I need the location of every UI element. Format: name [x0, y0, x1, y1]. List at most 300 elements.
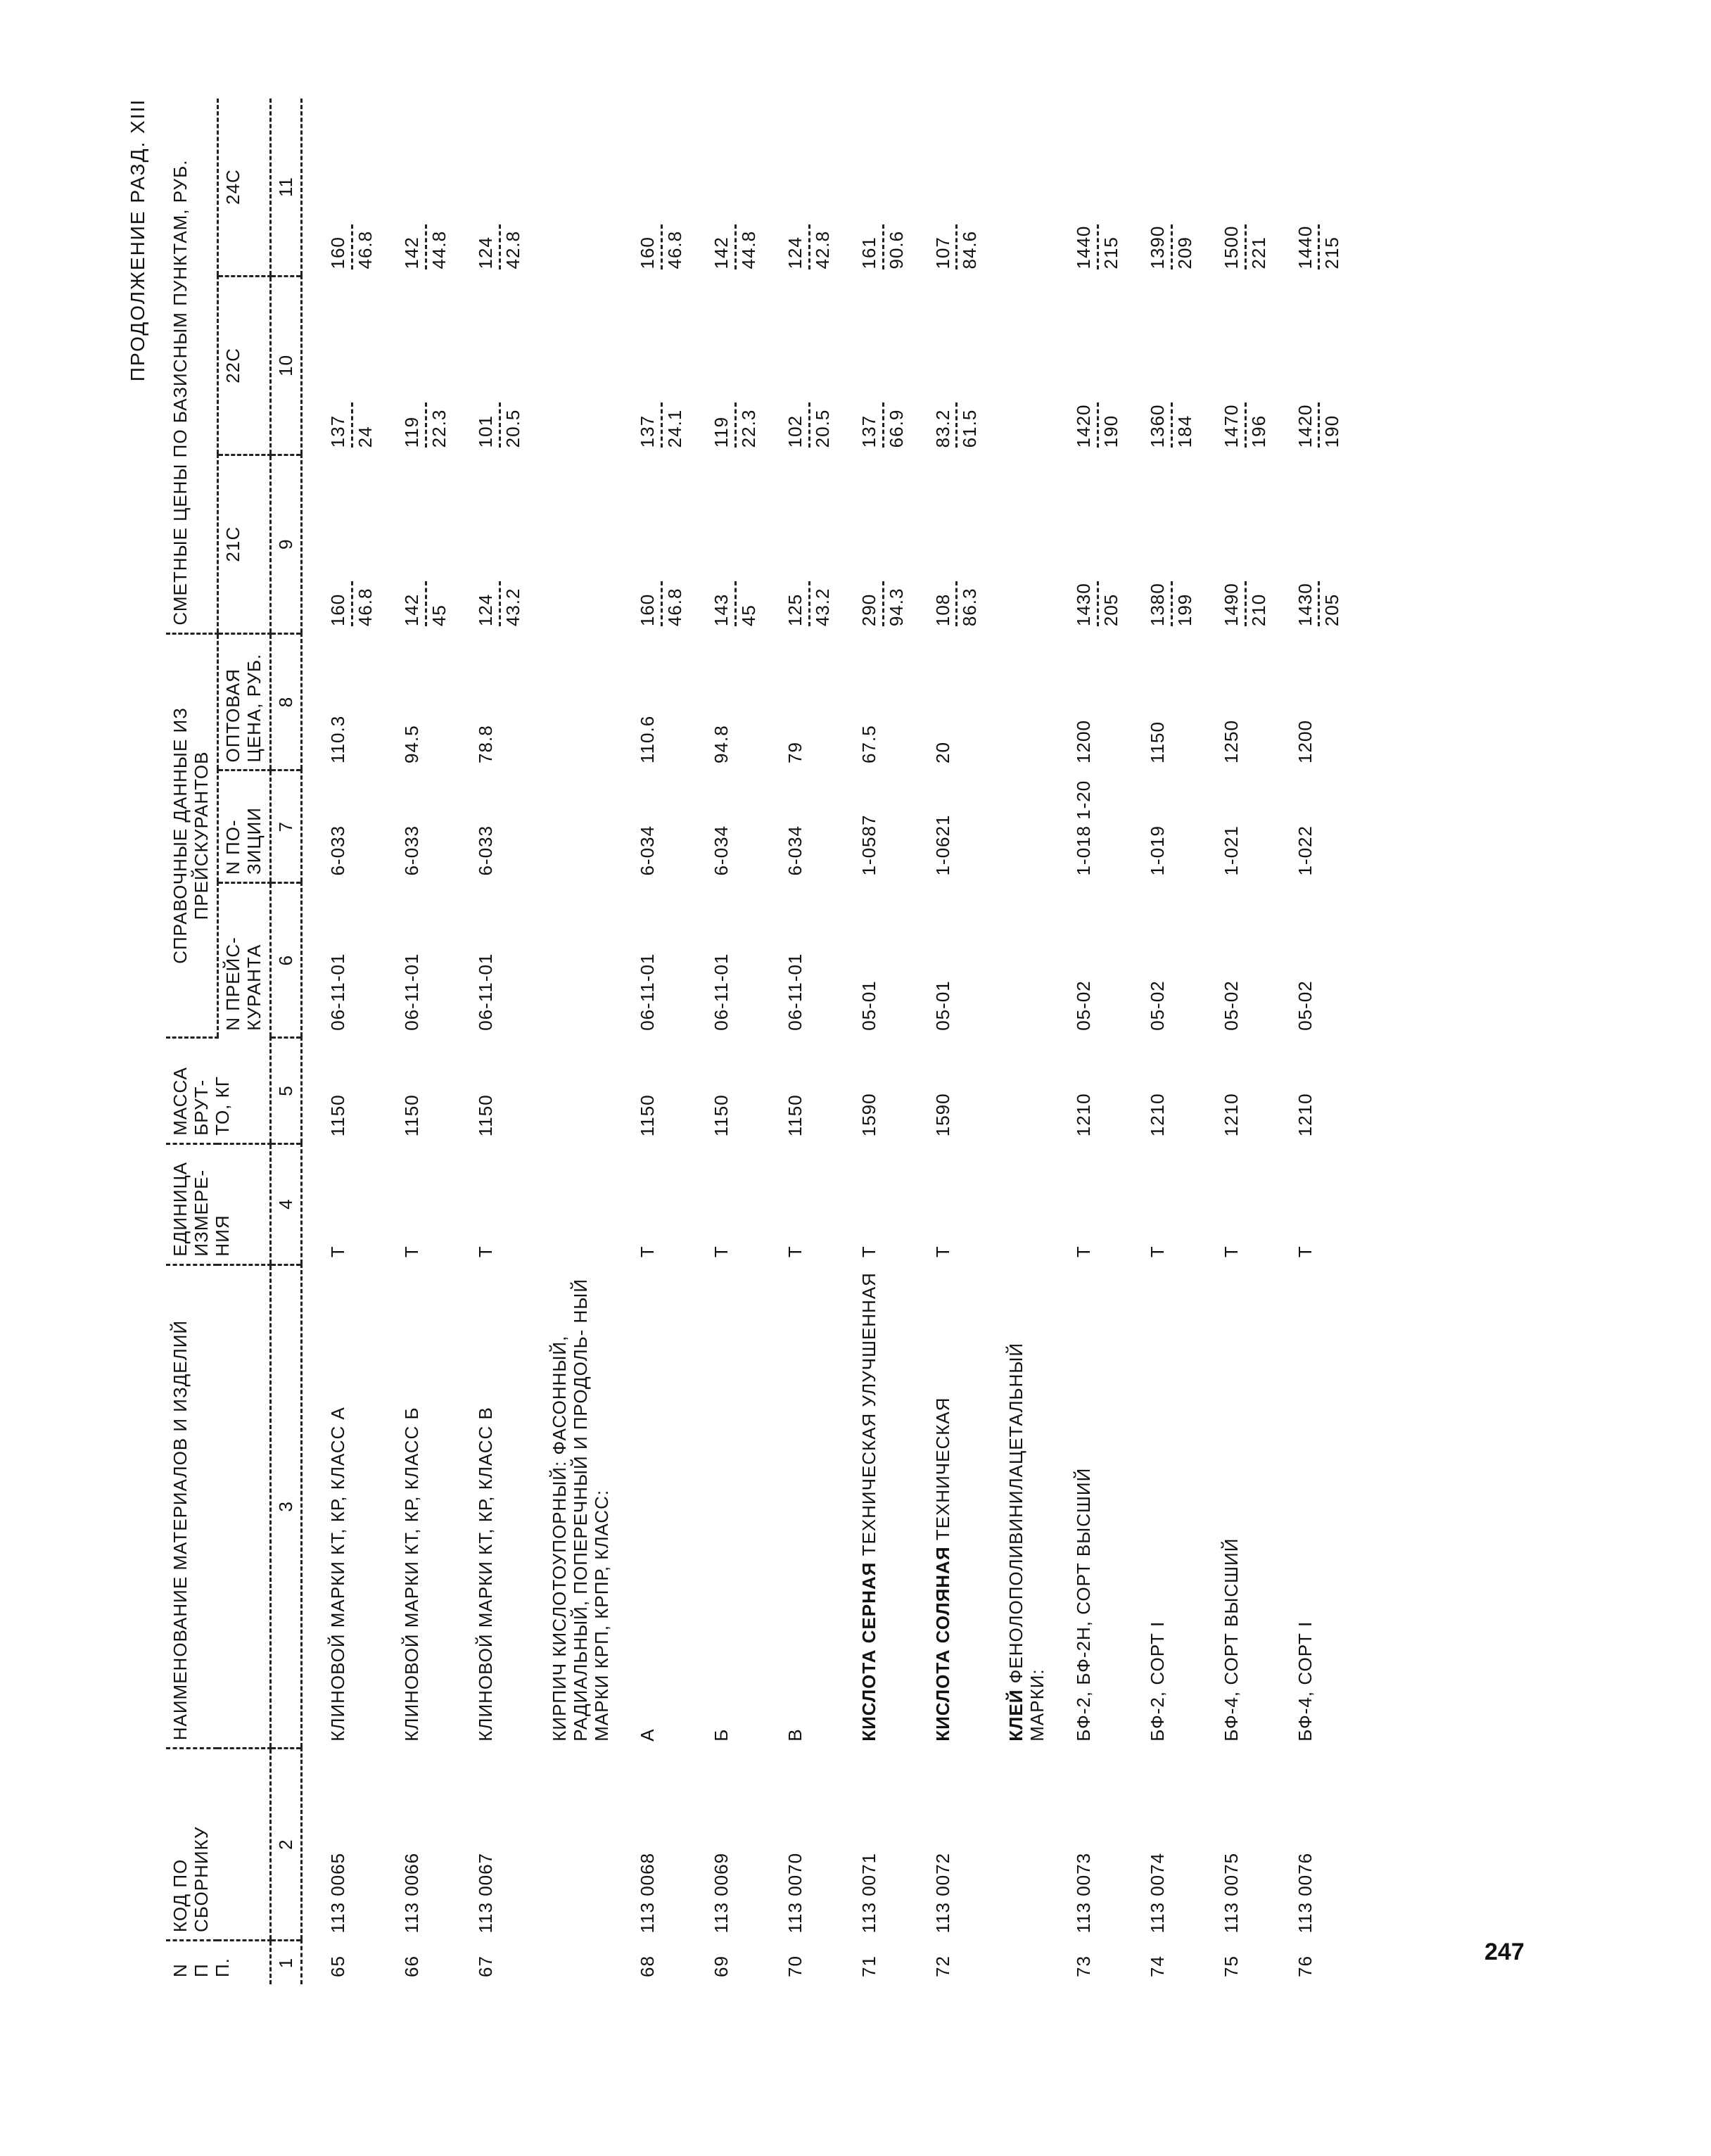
price-main: 124: [475, 236, 497, 270]
price-pair: [402, 581, 450, 626]
price-24c: [637, 99, 686, 277]
col-group-reference: СПРАВОЧНЫЕ ДАННЫЕ ИЗ ПРЕЙСКУРАНТОВ: [166, 633, 217, 1038]
fraction-divider: [882, 581, 884, 626]
item-code: 113 0073: [1073, 1852, 1095, 1934]
row-spacer: [612, 99, 637, 1984]
price-pair: [785, 581, 834, 626]
position: 6-033: [327, 825, 349, 876]
wholesale-price: 94.8: [711, 725, 732, 763]
price-secondary: 205: [1321, 593, 1343, 627]
fraction-divider: [1245, 224, 1247, 270]
price-22c: [1221, 277, 1270, 455]
pricelist: 05-02: [1220, 980, 1242, 1031]
row-number: 67: [475, 1955, 497, 1977]
spacer-cell: [1270, 99, 1295, 1984]
mass: 1150: [401, 1094, 423, 1137]
price-secondary: 221: [1247, 236, 1269, 270]
item-name: [933, 1264, 981, 1749]
price-secondary: 45: [738, 604, 760, 627]
price-pair: [933, 402, 981, 448]
item-code: 113 0074: [1146, 1852, 1168, 1934]
price-secondary: 86.3: [959, 588, 981, 627]
price-pair: [1147, 581, 1196, 626]
item-name: [1295, 1264, 1344, 1749]
wholesale-price: 20: [931, 742, 953, 763]
price-pair: [785, 224, 834, 270]
price-secondary: 190: [1321, 414, 1343, 448]
unit: Т: [401, 1245, 423, 1258]
fraction-divider: [351, 581, 353, 626]
fraction-divider: [734, 402, 737, 448]
spacer-cell: [524, 99, 549, 1984]
price-secondary: 24.1: [664, 409, 686, 448]
row-spacer: [834, 99, 859, 1984]
price-pair: [1221, 224, 1270, 270]
price-21c: [637, 455, 686, 633]
fraction-divider: [351, 402, 353, 448]
empty-cell: [549, 1749, 613, 1941]
fraction-divider: [1097, 402, 1099, 448]
fraction-divider: [955, 581, 958, 626]
item-name-text: БФ-4, СОРТ ВЫСШИЙ: [1220, 1537, 1242, 1742]
fraction-divider: [1318, 581, 1320, 626]
price-22c: [402, 277, 450, 455]
item-name-text: БФ-2, БФ-2Н, СОРТ ВЫСШИЙ: [1073, 1467, 1095, 1742]
mass: 1590: [931, 1093, 953, 1137]
position: 6-033: [401, 825, 423, 876]
spacer-cell: [612, 99, 637, 1984]
position: 1-0621: [931, 814, 953, 876]
table-row: [1074, 99, 1122, 1984]
mass: 1210: [1146, 1093, 1168, 1137]
pricelist: 05-02: [1294, 980, 1316, 1031]
unit: Т: [637, 1245, 659, 1258]
column-number: 1: [270, 1940, 302, 1984]
price-21c: [1221, 455, 1270, 633]
item-name-text: КЛИНОВОЙ МАРКИ КТ, КР, КЛАСС Б: [401, 1407, 423, 1742]
price-secondary: 43.2: [502, 588, 523, 627]
fraction-divider: [661, 581, 663, 626]
fraction-divider: [425, 581, 427, 626]
heading-text: КИРПИЧ КИСЛОТОУПОРНЫЙ: ФАСОННЫЙ, РАДИАЛЬНЫЙ, ПОПЕРЕЧНЫЙ И ПРОДОЛЬ- НЫЙ МАРКИ КРП, КРПР, КЛАСС:: [548, 1278, 612, 1742]
price-pair: [859, 224, 908, 270]
price-main: 137: [858, 414, 879, 448]
price-secondary: 46.8: [355, 588, 376, 627]
price-pair: [711, 402, 760, 448]
price-pair: [859, 402, 908, 448]
fraction-divider: [808, 402, 810, 448]
item-code: 113 0072: [931, 1852, 953, 1934]
price-pair: [1295, 402, 1344, 448]
row-number: 76: [1294, 1955, 1316, 1977]
col-header-n: N П П.: [170, 1958, 233, 1977]
empty-cell: [549, 99, 613, 277]
price-secondary: 22.3: [428, 409, 450, 448]
col-header-22c: 22С: [217, 277, 270, 455]
row-number: 65: [327, 1955, 349, 1977]
empty-cell: [549, 1143, 613, 1264]
empty-cell: [549, 771, 613, 883]
item-name-bold: КИСЛОТА СЕРНАЯ: [858, 1561, 879, 1742]
price-pair: [1221, 402, 1270, 448]
price-24c: [785, 99, 834, 277]
empty-cell: [549, 277, 613, 455]
price-main: 1440: [1294, 225, 1316, 270]
price-21c: [711, 455, 760, 633]
price-pair: [1147, 402, 1196, 448]
price-22c: [859, 277, 908, 455]
fraction-divider: [1245, 402, 1247, 448]
mass: 1210: [1294, 1093, 1316, 1137]
price-main: 137: [637, 414, 659, 448]
price-22c: [1074, 277, 1122, 455]
section-header: ПРОДОЛЖЕНИЕ РАЗД. XIII: [127, 99, 148, 382]
heading-bold: КЛЕЙ: [1005, 1689, 1027, 1742]
wholesale-price: 110.6: [637, 715, 659, 763]
price-main: 119: [401, 416, 423, 448]
item-name: [1221, 1264, 1270, 1749]
price-22c: [1147, 277, 1196, 455]
price-21c: [859, 455, 908, 633]
row-spacer: [1270, 99, 1295, 1984]
table-row: [328, 99, 376, 1984]
price-main: 119: [711, 416, 732, 448]
price-pair: [711, 581, 760, 626]
column-number: 8: [270, 633, 302, 771]
price-main: 160: [637, 593, 659, 627]
price-secondary: 45: [428, 604, 450, 627]
row-number: 74: [1146, 1955, 1168, 1977]
row-spacer: [302, 99, 329, 1984]
pricelist: 05-01: [931, 980, 953, 1031]
price-secondary: 46.8: [664, 588, 686, 627]
empty-cell: [549, 1038, 613, 1144]
row-number: 72: [931, 1955, 953, 1977]
price-main: 125: [784, 593, 806, 627]
price-pair: [476, 581, 524, 626]
price-secondary: 22.3: [738, 409, 760, 448]
item-code: 113 0071: [858, 1852, 879, 1934]
column-number: 11: [270, 99, 302, 277]
price-secondary: 215: [1321, 236, 1343, 270]
price-secondary: 190: [1100, 414, 1122, 448]
spacer-cell: [834, 99, 859, 1984]
empty-cell: [549, 455, 613, 633]
fraction-divider: [1171, 224, 1173, 270]
price-pair: [328, 581, 376, 626]
pricelist: 06-11-01: [401, 953, 423, 1031]
row-number: 75: [1220, 1955, 1242, 1977]
row-spacer: [1196, 99, 1221, 1984]
fraction-divider: [1171, 402, 1173, 448]
price-pair: [785, 402, 834, 448]
price-24c: [1295, 99, 1344, 277]
pricelist: 06-11-01: [637, 953, 659, 1031]
item-name-bold: КИСЛОТА СОЛЯНАЯ: [931, 1546, 953, 1742]
pricelist: 06-11-01: [711, 953, 732, 1031]
price-21c: [1147, 455, 1196, 633]
wholesale-price: 1200: [1294, 720, 1316, 763]
row-number: 70: [784, 1955, 806, 1977]
row-number: 71: [858, 1955, 879, 1977]
row-spacer: [760, 99, 785, 1984]
unit: Т: [327, 1245, 349, 1258]
price-secondary: 215: [1100, 236, 1122, 270]
price-secondary: 199: [1173, 593, 1195, 627]
empty-cell: [1006, 1749, 1048, 1941]
empty-cell: [549, 883, 613, 1038]
pricelist: 05-01: [858, 980, 879, 1031]
item-name: [402, 1264, 450, 1749]
price-pair: [476, 224, 524, 270]
mass: 1210: [1073, 1093, 1095, 1137]
price-secondary: 46.8: [355, 230, 376, 270]
fraction-divider: [661, 224, 663, 270]
price-24c: [933, 99, 981, 277]
table-row: [933, 99, 981, 1984]
position: 6-034: [784, 825, 806, 876]
column-number: 6: [270, 883, 302, 1038]
empty-cell: [1006, 883, 1048, 1038]
price-22c: [328, 277, 376, 455]
price-22c: [933, 277, 981, 455]
price-secondary: 66.9: [885, 409, 907, 448]
spacer-cell: [376, 99, 402, 1984]
item-code: 113 0069: [711, 1852, 732, 1934]
mass: 1150: [637, 1094, 659, 1137]
spacer-cell: [686, 99, 711, 1984]
item-name: [859, 1264, 908, 1749]
price-pair: [1147, 224, 1196, 270]
fraction-divider: [808, 581, 810, 626]
unit: Т: [1294, 1245, 1316, 1258]
group-heading: [1006, 1264, 1048, 1749]
col-header-24c: 24С: [217, 99, 270, 277]
table-row: [476, 99, 524, 1984]
pricelist: 05-02: [1073, 980, 1095, 1031]
price-pair: [1221, 581, 1270, 626]
table-row: [711, 99, 760, 1984]
page-number: 247: [1484, 1939, 1525, 1965]
price-main: 101: [475, 414, 497, 448]
wholesale-price: 94.5: [401, 725, 423, 763]
fraction-divider: [351, 224, 353, 270]
price-secondary: 20.5: [811, 409, 833, 448]
wholesale-price: 67.5: [858, 725, 879, 763]
price-main: 1470: [1220, 404, 1242, 448]
price-main: 1500: [1220, 225, 1242, 270]
price-main: 137: [327, 414, 349, 448]
fraction-divider: [882, 402, 884, 448]
price-pair: [859, 581, 908, 626]
wholesale-price: 79: [784, 742, 806, 763]
price-main: 124: [475, 593, 497, 627]
price-secondary: 44.8: [738, 230, 760, 270]
spacer-cell: [760, 99, 785, 1984]
price-main: 160: [327, 236, 349, 270]
price-main: 124: [784, 236, 806, 270]
price-22c: [1295, 277, 1344, 455]
table-row: [402, 99, 450, 1984]
empty-cell: [1006, 277, 1048, 455]
price-21c: [785, 455, 834, 633]
unit: Т: [1073, 1245, 1095, 1258]
empty-cell: [1006, 771, 1048, 883]
empty-cell: [1006, 1940, 1048, 1984]
col-header-wholesale: ОПТОВАЯ ЦЕНА, РУБ.: [217, 633, 270, 771]
price-secondary: 61.5: [959, 409, 981, 448]
item-name: [1074, 1264, 1122, 1749]
pricelist: 06-11-01: [784, 953, 806, 1031]
price-main: 1430: [1294, 583, 1316, 627]
item-code: 113 0065: [327, 1852, 349, 1934]
item-name: [711, 1264, 760, 1749]
fraction-divider: [1318, 402, 1320, 448]
price-secondary: 205: [1100, 593, 1122, 627]
spacer-cell: [981, 99, 1006, 1984]
item-code: 113 0067: [475, 1852, 497, 1934]
price-pair: [933, 224, 981, 270]
col-header-pricelist: N ПРЕЙС- КУРАНТА: [217, 883, 270, 1038]
price-secondary: 42.8: [502, 230, 523, 270]
price-24c: [1074, 99, 1122, 277]
fraction-divider: [1245, 581, 1247, 626]
item-name-text: ТЕХНИЧЕСКАЯ: [931, 1397, 953, 1547]
group-heading-row: [549, 99, 613, 1984]
wholesale-price: 1250: [1220, 720, 1242, 763]
empty-cell: [1006, 1143, 1048, 1264]
item-name-text: ТЕХНИЧЕСКАЯ УЛУЧШЕННАЯ: [858, 1272, 879, 1562]
column-number: 7: [270, 771, 302, 883]
fraction-divider: [808, 224, 810, 270]
row-number: 69: [711, 1955, 732, 1977]
row-number: 66: [401, 1955, 423, 1977]
price-pair: [1074, 224, 1122, 270]
mass: 1150: [784, 1094, 806, 1137]
empty-cell: [1006, 633, 1048, 771]
spacer-cell: [1196, 99, 1221, 1984]
price-pair: [1074, 402, 1122, 448]
price-main: 1360: [1146, 404, 1168, 448]
unit: Т: [1220, 1245, 1242, 1258]
fraction-divider: [425, 402, 427, 448]
price-main: 102: [784, 414, 806, 448]
row-spacer: [450, 99, 476, 1984]
fraction-divider: [661, 402, 663, 448]
price-21c: [328, 455, 376, 633]
rotated-page: [127, 99, 1590, 1984]
fraction-divider: [955, 402, 958, 448]
price-pair: [933, 581, 981, 626]
table-row: [859, 99, 908, 1984]
position: 1-019: [1146, 825, 1168, 876]
col-header-code: КОД ПО СБОРНИКУ: [166, 1749, 270, 1941]
row-number: 73: [1073, 1955, 1095, 1977]
price-main: 143: [711, 593, 732, 627]
wholesale-price: 78.8: [475, 725, 497, 763]
price-secondary: 44.8: [428, 230, 450, 270]
position: 1-0587: [858, 814, 879, 876]
price-21c: [1295, 455, 1344, 633]
item-code: 113 0076: [1294, 1852, 1316, 1934]
price-secondary: 46.8: [664, 230, 686, 270]
fraction-divider: [425, 224, 427, 270]
row-spacer: [1122, 99, 1147, 1984]
col-header-position: N ПО- ЗИЦИИ: [217, 771, 270, 883]
price-secondary: 43.2: [811, 588, 833, 627]
group-heading-row: [1006, 99, 1048, 1984]
price-24c: [328, 99, 376, 277]
mass: 1150: [711, 1094, 732, 1137]
price-24c: [1221, 99, 1270, 277]
fraction-divider: [1097, 224, 1099, 270]
price-main: 160: [637, 236, 659, 270]
price-22c: [476, 277, 524, 455]
item-code: 113 0066: [401, 1852, 423, 1934]
fraction-divider: [1171, 581, 1173, 626]
item-name: [637, 1264, 686, 1749]
price-main: 160: [327, 593, 349, 627]
mass: 1150: [475, 1094, 497, 1137]
item-name-text: А: [637, 1728, 659, 1742]
row-spacer: [524, 99, 549, 1984]
unit: Т: [711, 1245, 732, 1258]
price-pair: [1295, 224, 1344, 270]
price-pair: [711, 224, 760, 270]
price-24c: [859, 99, 908, 277]
item-name-text: КЛИНОВОЙ МАРКИ КТ, КР, КЛАСС А: [327, 1407, 349, 1742]
item-name: [1147, 1264, 1196, 1749]
row-spacer: [1048, 99, 1074, 1984]
price-table: [166, 99, 1343, 1984]
price-pair: [328, 224, 376, 270]
price-main: 1390: [1146, 225, 1168, 270]
spacer-cell: [908, 99, 933, 1984]
column-number: 9: [270, 455, 302, 633]
spacer-cell: [1122, 99, 1147, 1984]
empty-cell: [549, 1940, 613, 1984]
wholesale-price: 1150: [1146, 721, 1168, 763]
wholesale-price: 110.3: [327, 715, 349, 763]
price-pair: [476, 402, 524, 448]
fraction-divider: [499, 224, 501, 270]
item-code: 113 0075: [1220, 1852, 1242, 1934]
price-main: 1440: [1073, 225, 1095, 270]
item-name-text: В: [784, 1728, 806, 1742]
price-main: 1380: [1146, 583, 1168, 627]
price-secondary: 184: [1173, 414, 1195, 448]
table-row: [785, 99, 834, 1984]
item-name-text: БФ-4, СОРТ I: [1294, 1621, 1316, 1742]
price-main: 290: [858, 593, 879, 627]
group-heading: [549, 1264, 613, 1749]
price-pair: [402, 402, 450, 448]
price-22c: [637, 277, 686, 455]
position: 6-034: [711, 825, 732, 876]
table-row: [637, 99, 686, 1984]
heading-text: ФЕНОЛОПОЛИВИНИЛАЦЕТАЛЬНЫЙ МАРКИ:: [1005, 1342, 1048, 1742]
price-main: 1420: [1294, 404, 1316, 448]
price-24c: [476, 99, 524, 277]
price-pair: [637, 224, 686, 270]
unit: Т: [858, 1245, 879, 1258]
column-number: 4: [270, 1143, 302, 1264]
price-main: 1430: [1073, 583, 1095, 627]
price-main: 108: [931, 593, 953, 627]
spacer-cell: [302, 99, 329, 1984]
price-secondary: 210: [1247, 593, 1269, 627]
column-number: 5: [270, 1038, 302, 1144]
